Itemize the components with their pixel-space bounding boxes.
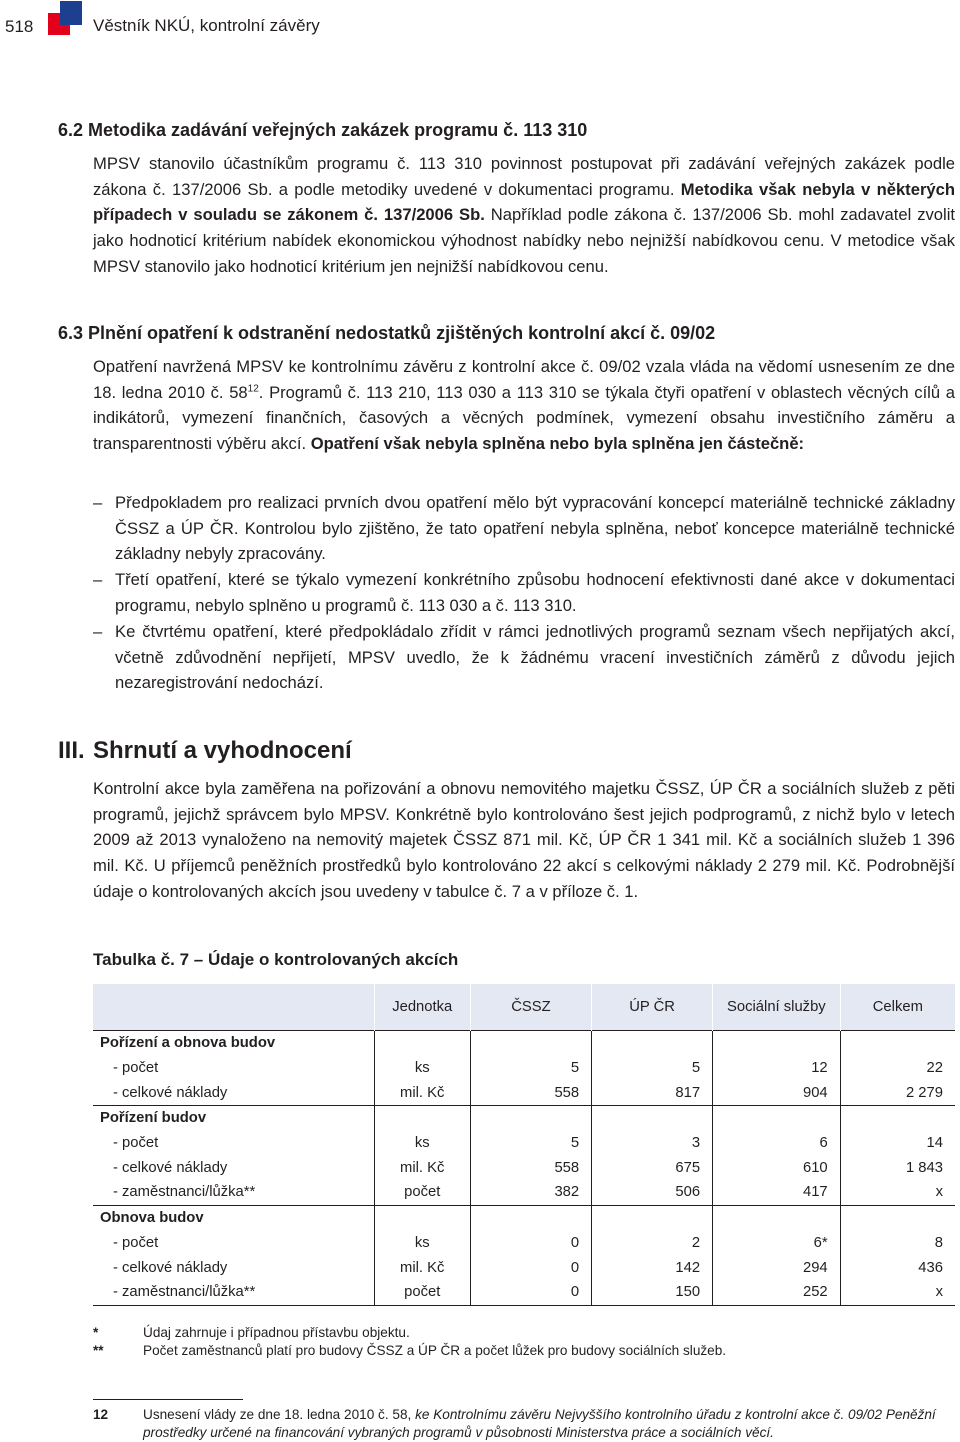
bullet-item bbox=[93, 619, 955, 696]
section-6-3-heading: 6.3 Plnění opatření k odstranění nedostatků zjištěných kontrolní akcí č. 09/02 bbox=[58, 323, 716, 343]
cell-up-cr: 150 bbox=[592, 1280, 713, 1305]
data-table bbox=[93, 984, 955, 1306]
cell-cssz: 558 bbox=[470, 1155, 591, 1180]
footnote-text bbox=[143, 1406, 955, 1442]
section-6-3-text-bold: Opatření však nebyla splněna nebo byla splněna jen částečně: bbox=[310, 434, 805, 454]
cell-unit: mil. Kč bbox=[374, 1080, 470, 1105]
cell-socialni-sluzby: 252 bbox=[713, 1280, 841, 1305]
table-row bbox=[93, 1155, 955, 1180]
footnote-text-italic: ke Kontrolnímu závěru Nejvyššího kontrolního úřadu z kontrolní akce č. 09/02 Peněžní prostředky určené na financování vybraných programů v působnosti Ministerstva práce a sociálních věcí. bbox=[143, 1407, 936, 1440]
cell-up-cr: 506 bbox=[592, 1180, 713, 1205]
cell-unit: mil. Kč bbox=[374, 1255, 470, 1280]
table-header-row bbox=[93, 984, 955, 1031]
bullet-text: Třetí opatření, které se týkalo vymezení konkrétního způsobu hodnocení efektivnosti dané akce v dokumentaci programu, nebylo splněno u programů č. 113 030 a č. 113 310. bbox=[115, 570, 955, 615]
cell-cssz: 5 bbox=[470, 1056, 591, 1081]
section-6-3-text-a: Opatření navržená MPSV ke kontrolnímu závěru z kontrolní akce č. 09/02 vzala vláda na vědomí usnesením ze dne 18. ledna 2010 č. 58 bbox=[93, 357, 955, 402]
table-note-symbol: * bbox=[93, 1325, 99, 1340]
table-note-symbol: ** bbox=[93, 1343, 104, 1358]
journal-title: Věstník NKÚ, kontrolní závěry bbox=[93, 16, 320, 35]
table-caption: Tabulka č. 7 – Údaje o kontrolovaných akcích bbox=[93, 950, 459, 969]
cell-socialni-sluzby: 6* bbox=[713, 1231, 841, 1256]
section-6-3-paragraph bbox=[93, 354, 955, 457]
cell-up-cr: 2 bbox=[592, 1231, 713, 1256]
page-number: 518 bbox=[5, 17, 34, 36]
nku-logo-icon bbox=[48, 1, 84, 39]
row-label: - zaměstnanci/lůžka** bbox=[113, 1184, 256, 1201]
cell-unit: počet bbox=[374, 1180, 470, 1205]
row-label: - počet bbox=[113, 1060, 159, 1077]
table-header-cell: Jednotka bbox=[374, 984, 470, 1031]
cell-socialni-sluzby: 417 bbox=[713, 1180, 841, 1205]
cell-celkem: 436 bbox=[840, 1255, 955, 1280]
row-label: - celkové náklady bbox=[113, 1159, 228, 1176]
summary-paragraph: Kontrolní akce byla zaměřena na pořizování a obnovu nemovitého majetku ČSSZ, ÚP ČR a sociálních služeb z pěti programů, jejichž správcem bylo MPSV. Konkrétně bylo kontrolováno šest jejich podprogramů, z nichž bylo v letech 2009 až 2013 vynaloženo na nemovitý majetek ČSSZ 871 mil. Kč, ÚP ČR 1 341 mil. Kč a sociálních služeb 1 396 mil. Kč. U příjemců peněžních prostředků bylo kontrolováno 22 akcí s celkovými náklady 2 279 mil. Kč. Podrobnější údaje o kontrolovaných akcích jsou uvedeny v tabulce č. 7 a v příloze č. 1. bbox=[93, 779, 955, 901]
cell-unit: mil. Kč bbox=[374, 1155, 470, 1180]
cell-socialni-sluzby: 12 bbox=[713, 1056, 841, 1081]
cell-up-cr: 5 bbox=[592, 1056, 713, 1081]
table-header-cell: Celkem bbox=[840, 984, 955, 1031]
table-header-cell: ÚP ČR bbox=[592, 984, 713, 1031]
cell-socialni-sluzby: 904 bbox=[713, 1080, 841, 1105]
bullet-item bbox=[93, 490, 955, 567]
cell-cssz: 0 bbox=[470, 1280, 591, 1305]
cell-unit: počet bbox=[374, 1280, 470, 1305]
bullet-text: Předpokladem pro realizaci prvních dvou opatření mělo být vypracování koncepcí materiálně technické základny ČSSZ a ÚP ČR. Kontrolou bylo zjištěno, že tato opatření nebyla splněna, neboť koncepce materiálně technické základny nebyly zpracovány. bbox=[115, 493, 955, 564]
cell-celkem: 22 bbox=[840, 1056, 955, 1081]
cell-unit: ks bbox=[374, 1231, 470, 1256]
cell-celkem: 2 279 bbox=[840, 1080, 955, 1105]
footnote-divider bbox=[93, 1399, 243, 1400]
table-group-row bbox=[93, 1106, 955, 1131]
bullet-text: Ke čtvrtému opatření, které předpokládalo zřídit v rámci jednotlivých programů seznam všech nepřijatých akcí, včetně zdůvodnění nepřijetí, MPSV uvedlo, že k žádnému vracení investičních záměrů z důvodu jejich nezaregistrování nedochází. bbox=[115, 622, 955, 693]
table-note-text: Údaj zahrnuje i případnou přístavbu objektu. bbox=[143, 1325, 410, 1340]
cell-celkem: 1 843 bbox=[840, 1155, 955, 1180]
table-row bbox=[93, 1080, 955, 1105]
table-row bbox=[93, 1231, 955, 1256]
table-note bbox=[93, 1342, 955, 1359]
cell-celkem: 8 bbox=[840, 1231, 955, 1256]
table-note-text: Počet zaměstnanců platí pro budovy ČSSZ a ÚP ČR a počet lůžek pro budovy sociálních služeb. bbox=[143, 1343, 727, 1358]
cell-up-cr: 142 bbox=[592, 1255, 713, 1280]
section-6-3-text-b: . Programů č. 113 210, 113 030 a 113 310 se týkala čtyři opatření v oblastech věcných cílů a indikátorů, vymezení finančních, časových a věcných podmínek, vymezení obsahu investičního záměru a transparentnosti výběru akcí. bbox=[93, 382, 955, 454]
section-6-2-paragraph bbox=[93, 151, 955, 280]
chapter-heading: Shrnutí a vyhodnocení bbox=[93, 737, 352, 764]
group-title: Obnova budov bbox=[93, 1205, 374, 1230]
cell-up-cr: 3 bbox=[592, 1131, 713, 1156]
section-6-2-text-bold: Metodika však nebyla v některých případech v souladu se zákonem č. 137/2006 Sb. bbox=[93, 179, 955, 225]
table-row bbox=[93, 1255, 955, 1280]
group-title: Pořízení budov bbox=[93, 1106, 374, 1131]
row-label: - celkové náklady bbox=[113, 1259, 228, 1276]
table-header-cell: Sociální služby bbox=[713, 984, 841, 1031]
cell-cssz: 0 bbox=[470, 1231, 591, 1256]
footnote-number: 12 bbox=[93, 1407, 109, 1422]
row-label: - celkové náklady bbox=[113, 1084, 228, 1101]
table-row bbox=[93, 1056, 955, 1081]
row-label: - počet bbox=[113, 1234, 159, 1251]
cell-socialni-sluzby: 294 bbox=[713, 1255, 841, 1280]
cell-up-cr: 817 bbox=[592, 1080, 713, 1105]
section-6-2-text-b: Například podle zákona č. 137/2006 Sb. mohl zadavatel zvolit jako hodnoticí kritérium nabídek ekonomickou výhodnost nabídky nebo nejnižší nabídkovou cenu. V metodice však MPSV stanovilo jako hodnoticí kritérium jen nejnižší nabídkovou cenu. bbox=[93, 205, 955, 276]
bullet-dash: – bbox=[93, 622, 103, 641]
row-label: - zaměstnanci/lůžka** bbox=[93, 1280, 374, 1305]
table-header-cell: ČSSZ bbox=[470, 984, 591, 1031]
cell-celkem: x bbox=[840, 1280, 955, 1305]
cell-unit: ks bbox=[374, 1131, 470, 1156]
table-note bbox=[93, 1324, 955, 1341]
section-6-2-text-a: MPSV stanovilo účastníkům programu č. 113 310 povinnost postupovat při zadávání veřejných zakázek podle zákona č. 137/2006 Sb. a podle metodiky uvedené v dokumentaci programu. bbox=[93, 154, 955, 199]
cell-cssz: 5 bbox=[470, 1131, 591, 1156]
bullet-dash: – bbox=[93, 570, 103, 589]
table-row bbox=[93, 1131, 955, 1156]
table-row bbox=[93, 1280, 955, 1305]
bullet-dash: – bbox=[93, 493, 103, 512]
chapter-number: III. bbox=[58, 737, 85, 764]
table-header-cell bbox=[93, 984, 374, 1031]
table-group-row bbox=[93, 1031, 955, 1056]
cell-socialni-sluzby: 6 bbox=[713, 1131, 841, 1156]
footnote-text-plain: Usnesení vlády ze dne 18. ledna 2010 č. 58, bbox=[143, 1407, 412, 1422]
logo-blue-square bbox=[60, 1, 82, 25]
cell-cssz: 558 bbox=[470, 1080, 591, 1105]
cell-cssz: 382 bbox=[470, 1180, 591, 1205]
footnote-12 bbox=[93, 1406, 955, 1442]
cell-cssz: 0 bbox=[470, 1255, 591, 1280]
row-label: - počet bbox=[113, 1135, 159, 1152]
section-6-2-heading: 6.2 Metodika zadávání veřejných zakázek programu č. 113 310 bbox=[58, 120, 588, 140]
bullet-item bbox=[93, 567, 955, 618]
group-title: Pořízení a obnova budov bbox=[93, 1031, 374, 1056]
cell-unit: ks bbox=[374, 1056, 470, 1081]
cell-socialni-sluzby: 610 bbox=[713, 1155, 841, 1180]
footnote-ref-12[interactable]: 12 bbox=[247, 383, 259, 395]
table-group-row bbox=[93, 1205, 955, 1230]
cell-up-cr: 675 bbox=[592, 1155, 713, 1180]
cell-celkem: x bbox=[840, 1180, 955, 1205]
cell-celkem: 14 bbox=[840, 1131, 955, 1156]
table-row bbox=[93, 1180, 955, 1205]
